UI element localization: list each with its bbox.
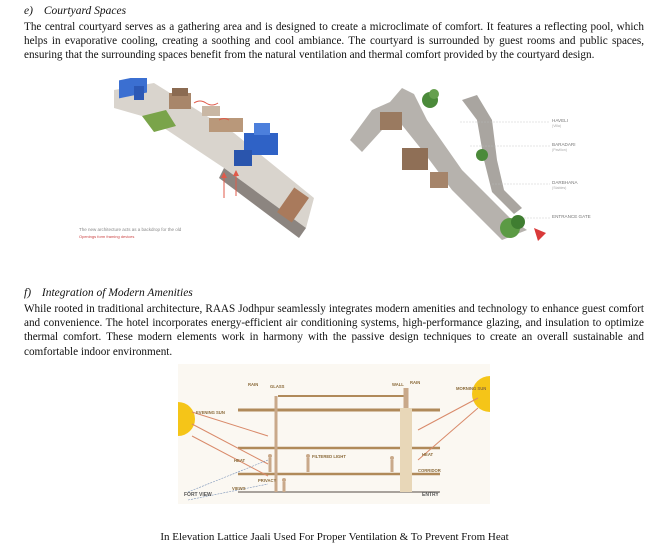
label-rain-left: RAIN xyxy=(248,382,259,387)
figure-left-note-1: The new architecture acts as a backdrop for the old xyxy=(79,227,182,232)
label-entrance-gate: ENTRANCE GATE xyxy=(552,214,591,219)
section-e-heading xyxy=(24,5,126,17)
section-f-number: f) xyxy=(24,287,32,299)
section-f-heading xyxy=(24,287,193,299)
section-e-number: e) xyxy=(24,5,33,17)
label-darbhana: DARBHANA xyxy=(552,180,578,185)
label-entry: ENTRY xyxy=(422,492,439,498)
label-filtered-light: FILTERED LIGHT xyxy=(312,454,346,459)
label-baradari: BARADARI xyxy=(552,142,576,147)
label-baradari-sub: (Pavilion) xyxy=(552,148,567,152)
label-darbhana-sub: (Stables) xyxy=(552,186,567,190)
section-f-title: Integration of Modern Amenities xyxy=(41,287,193,299)
section-f-body: While rooted in traditional architecture, RAAS Jodhpur seamlessly integrates modern amenities and technology to enhance guest comfort and convenience. The hotel incorporates energy-efficient air conditioning systems, high-performance glazing, and insulation to optimize thermal comfort. These modern elements work in harmony with the passive design techniques to create an overall sustainable and comfortable indoor environment. xyxy=(24,303,644,358)
section-e-title: Courtyard Spaces xyxy=(43,5,127,17)
label-heat-right: HEAT xyxy=(422,452,434,457)
label-haveli: HAVELI xyxy=(552,118,568,123)
label-views: VIEWS xyxy=(232,486,246,491)
label-heat-left: HEAT xyxy=(234,458,246,463)
label-privacy: PRIVACY xyxy=(258,478,277,483)
label-rain-right: RAIN xyxy=(410,380,421,385)
label-evening-sun: EVENING SUN xyxy=(196,410,225,415)
label-haveli-sub: (Villa) xyxy=(552,124,562,128)
elevation-caption: In Elevation Lattice Jaali Used For Proper Ventilation & To Prevent From Heat xyxy=(160,531,509,543)
label-morning-sun: MORNING SUN xyxy=(456,386,487,391)
figure-left-note-2: Openings form framing devices xyxy=(79,234,135,239)
section-e-body: The central courtyard serves as a gathering area and is designed to create a microclimate of comfort. It features a reflecting pool, which helps in evaporative cooling, creating a soothing and cool ambiance. The courtyard is surrounded by guest rooms and public spaces, ensuring that the surrounding spaces benefit from the natural ventilation and thermal comfort provided by the courtyard design. xyxy=(24,21,644,62)
label-corridor: CORRIDOR xyxy=(418,468,441,473)
label-wall: WALL xyxy=(392,382,404,387)
elevation-diagram xyxy=(178,364,490,504)
label-glass: GLASS xyxy=(270,384,285,389)
site-plan-figure xyxy=(342,80,624,255)
label-fort-view: FORT VIEW xyxy=(184,492,212,498)
courtyard-axonometric-figure xyxy=(74,78,314,248)
